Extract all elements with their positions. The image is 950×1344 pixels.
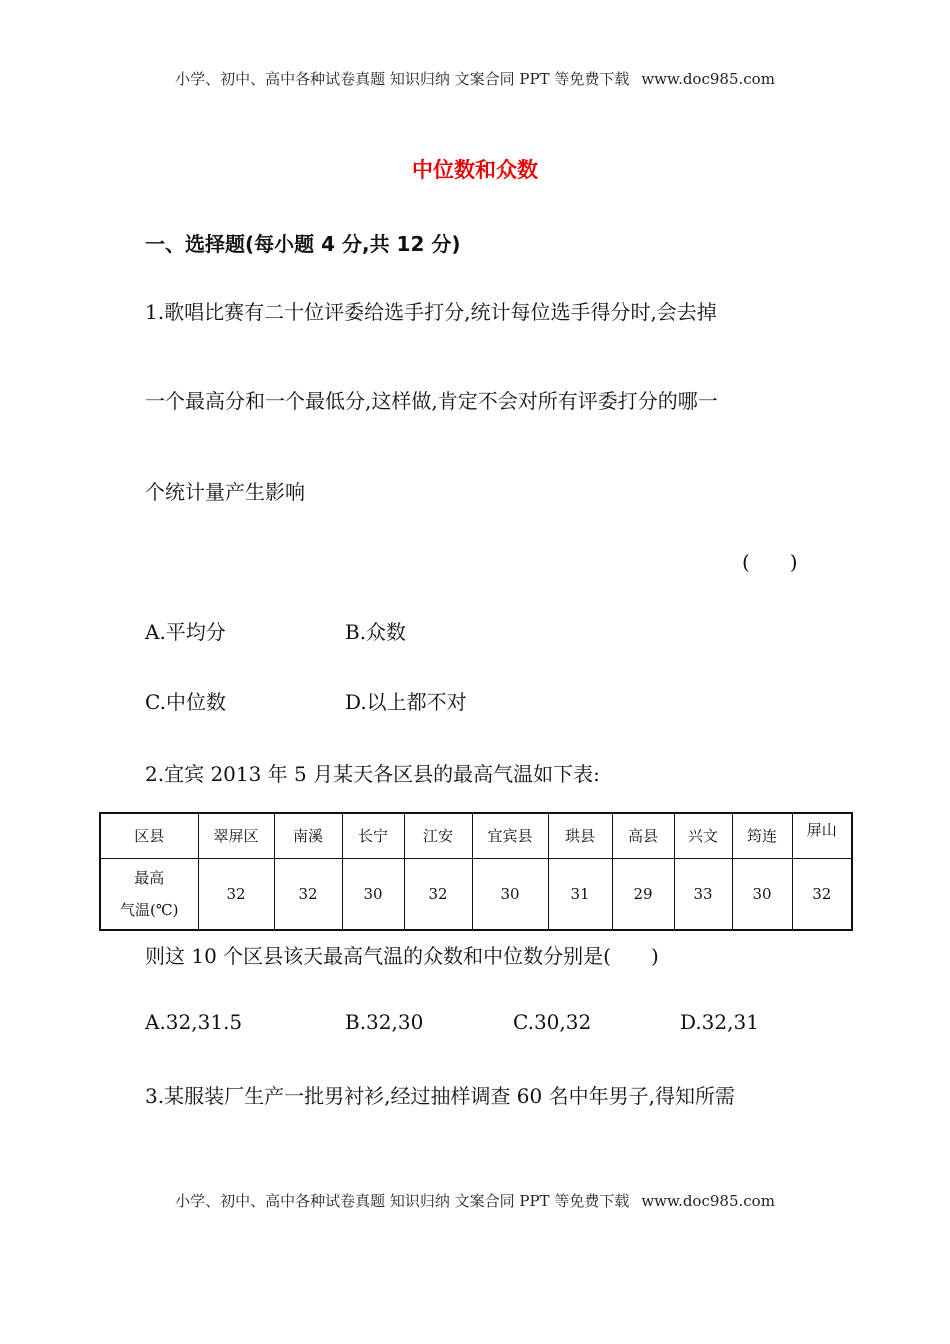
document-title: 中位数和众数 xyxy=(412,158,538,182)
table-district: 长宁 xyxy=(342,813,404,859)
table-district: 宜宾县 xyxy=(472,813,548,859)
table-district: 南溪 xyxy=(274,813,342,859)
q2-option-a: A.32,31.5 xyxy=(145,1010,243,1034)
table-district: 屏山 xyxy=(792,813,852,859)
table-district: 珙县 xyxy=(548,813,612,859)
footer-site-link[interactable]: www.doc985.com xyxy=(641,1192,775,1210)
q1-option-c: C.中位数 xyxy=(145,690,226,714)
q2-option-c: C.30,32 xyxy=(513,1010,592,1034)
q1-line-2: 一个最高分和一个最低分,这样做,肯定不会对所有评委打分的哪一 xyxy=(145,389,718,413)
table-temp: 30 xyxy=(342,859,404,931)
q1-line-1: 1.歌唱比赛有二十位评委给选手打分,统计每位选手得分时,会去掉 xyxy=(145,300,717,324)
table-district: 兴文 xyxy=(674,813,732,859)
table-row-label xyxy=(100,859,198,931)
page-header xyxy=(0,68,950,89)
table-temp: 32 xyxy=(198,859,274,931)
table-temp: 30 xyxy=(732,859,792,931)
footer-text: 小学、初中、高中各种试卷真题 知识归纳 文案合同 PPT 等免费下载 xyxy=(175,1192,630,1210)
q1-line-3: 个统计量产生影响 xyxy=(145,480,305,504)
q1-option-d: D.以上都不对 xyxy=(345,690,467,714)
q2-intro: 2.宜宾 2013 年 5 月某天各区县的最高气温如下表: xyxy=(145,762,600,786)
q1-answer-paren: ( ) xyxy=(742,550,798,574)
table-temp: 30 xyxy=(472,859,548,931)
q1-option-b: B.众数 xyxy=(345,620,407,644)
table-temp: 31 xyxy=(548,859,612,931)
table-temp: 32 xyxy=(792,859,852,931)
q2-question: 则这 10 个区县该天最高气温的众数和中位数分别是( ) xyxy=(145,944,659,968)
q2-option-b: B.32,30 xyxy=(345,1010,424,1034)
table-district: 筠连 xyxy=(732,813,792,859)
table-temp: 32 xyxy=(274,859,342,931)
table-temp: 32 xyxy=(404,859,472,931)
table-district: 高县 xyxy=(612,813,674,859)
temperature-table xyxy=(99,812,853,931)
table-temp: 29 xyxy=(612,859,674,931)
q2-option-d: D.32,31 xyxy=(680,1010,759,1034)
table-header-label: 区县 xyxy=(100,813,198,859)
table-temp: 33 xyxy=(674,859,732,931)
page-footer xyxy=(0,1190,950,1211)
row-label-line-2: 气温(℃) xyxy=(120,901,179,919)
q1-option-a: A.平均分 xyxy=(145,620,226,644)
row-label-line-1: 最高 xyxy=(134,869,165,887)
q3-line-1: 3.某服装厂生产一批男衬衫,经过抽样调查 60 名中年男子,得知所需 xyxy=(145,1084,735,1108)
table-district: 江安 xyxy=(404,813,472,859)
table-data-row xyxy=(100,859,852,931)
header-site-link[interactable]: www.doc985.com xyxy=(641,70,775,88)
header-text: 小学、初中、高中各种试卷真题 知识归纳 文案合同 PPT 等免费下载 xyxy=(175,70,630,88)
table-header-row xyxy=(100,813,852,859)
table-district: 翠屏区 xyxy=(198,813,274,859)
section-heading: 一、选择题(每小题 4 分,共 12 分) xyxy=(145,232,461,256)
